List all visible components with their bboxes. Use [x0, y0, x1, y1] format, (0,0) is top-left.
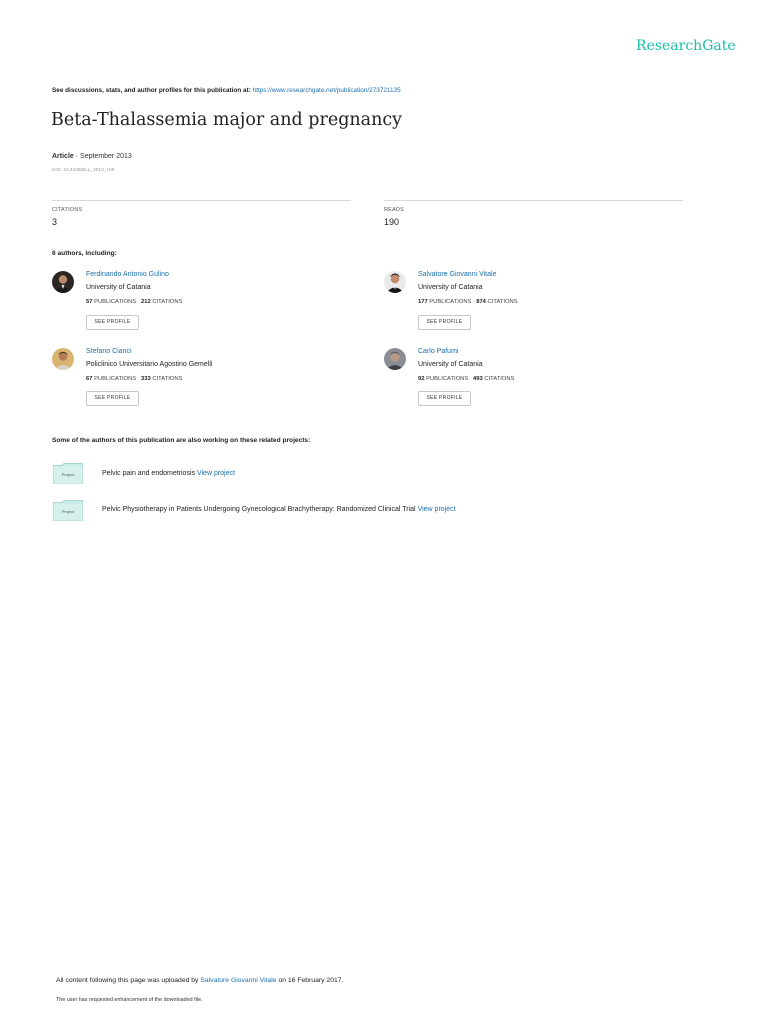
article-doi: DOI: 10.4349/BLL_2013_109 — [52, 168, 115, 173]
uploader-link[interactable]: Salvatore Giovanni Vitale — [200, 977, 277, 984]
project-icon-label: Project — [61, 509, 75, 514]
project-item — [102, 470, 235, 477]
author-stats — [86, 376, 182, 382]
author-institution: University of Catania — [86, 284, 151, 291]
avatar-photo-icon — [52, 271, 74, 293]
reads-divider — [384, 200, 683, 201]
upload-suffix: on 16 February 2017. — [278, 977, 344, 984]
project-item — [102, 506, 456, 513]
author-name-link[interactable]: Carlo Pafumi — [418, 348, 459, 355]
article-title: Beta-Thalassemia major and pregnancy — [51, 110, 403, 130]
project-icon-label: Project — [61, 472, 75, 477]
publications-label: PUBLICATIONS — [426, 376, 469, 382]
author-stats — [418, 376, 514, 382]
avatar[interactable] — [384, 348, 406, 370]
author-institution: Policlinico Universitario Agostino Gemelli — [86, 361, 213, 368]
citations-label: CITATIONS — [152, 299, 183, 305]
enhancement-note: The user has requested enhancement of the downloaded file. — [56, 997, 203, 1003]
author-stats — [86, 299, 182, 305]
author-name-link[interactable]: Stefano Cianci — [86, 348, 132, 355]
upload-prefix: All content following this page was uploaded by — [56, 977, 199, 984]
citations-label: CITATIONS — [52, 207, 83, 213]
publications-count: 177 — [418, 299, 428, 305]
author-institution: University of Catania — [418, 361, 483, 368]
author-institution: University of Catania — [418, 284, 483, 291]
citations-label: CITATIONS — [487, 299, 518, 305]
author-stats — [418, 299, 518, 305]
publications-label: PUBLICATIONS — [94, 299, 137, 305]
upload-note — [56, 977, 343, 984]
projects-heading: Some of the authors of this publication are also working on these related projects: — [52, 437, 311, 444]
authors-heading: 6 authors, including: — [52, 250, 117, 257]
researchgate-logo[interactable]: ResearchGate — [636, 38, 736, 54]
citations-count: 493 — [473, 376, 483, 382]
citations-count: 874 — [476, 299, 486, 305]
view-project-link[interactable]: View project — [417, 506, 456, 513]
citations-divider — [52, 200, 351, 201]
article-type: Article — [52, 153, 74, 160]
author-name-link[interactable]: Salvatore Giovanni Vitale — [418, 271, 497, 278]
see-profile-button[interactable]: SEE PROFILE — [86, 315, 139, 330]
publication-url-link[interactable]: https://www.researchgate.net/publication/273721135 — [252, 87, 401, 94]
reads-label: READS — [384, 207, 404, 213]
see-profile-button[interactable]: SEE PROFILE — [86, 391, 139, 406]
avatar-photo-icon — [384, 348, 406, 370]
citations-value: 3 — [52, 217, 58, 227]
avatar[interactable] — [384, 271, 406, 293]
publications-count: 92 — [418, 376, 425, 382]
article-meta — [52, 153, 132, 160]
article-date: · September 2013 — [75, 153, 132, 160]
avatar[interactable] — [52, 271, 74, 293]
avatar-photo-icon — [384, 271, 406, 293]
see-profile-button[interactable]: SEE PROFILE — [418, 391, 471, 406]
author-name-link[interactable]: Ferdinando Antonio Gulino — [86, 271, 169, 278]
see-discussions-text: See discussions, stats, and author profiles for this publication at: — [52, 87, 251, 94]
citations-label: CITATIONS — [152, 376, 183, 382]
citations-label: CITATIONS — [484, 376, 515, 382]
see-profile-button[interactable]: SEE PROFILE — [418, 315, 471, 330]
citations-count: 333 — [141, 376, 151, 382]
project-title: Pelvic pain and endometriosis — [102, 470, 195, 477]
publications-count: 57 — [86, 299, 93, 305]
view-project-link[interactable]: View project — [196, 470, 235, 477]
publications-label: PUBLICATIONS — [94, 376, 137, 382]
publications-count: 67 — [86, 376, 93, 382]
avatar-photo-icon — [52, 348, 74, 370]
avatar[interactable] — [52, 348, 74, 370]
reads-value: 190 — [384, 217, 400, 227]
publications-label: PUBLICATIONS — [429, 299, 472, 305]
project-title: Pelvic Physiotherapy in Patients Undergoing Gynecological Brachytherapy: Randomized Clinical Trial — [102, 506, 416, 513]
see-discussions-line — [52, 87, 401, 94]
citations-count: 212 — [141, 299, 151, 305]
